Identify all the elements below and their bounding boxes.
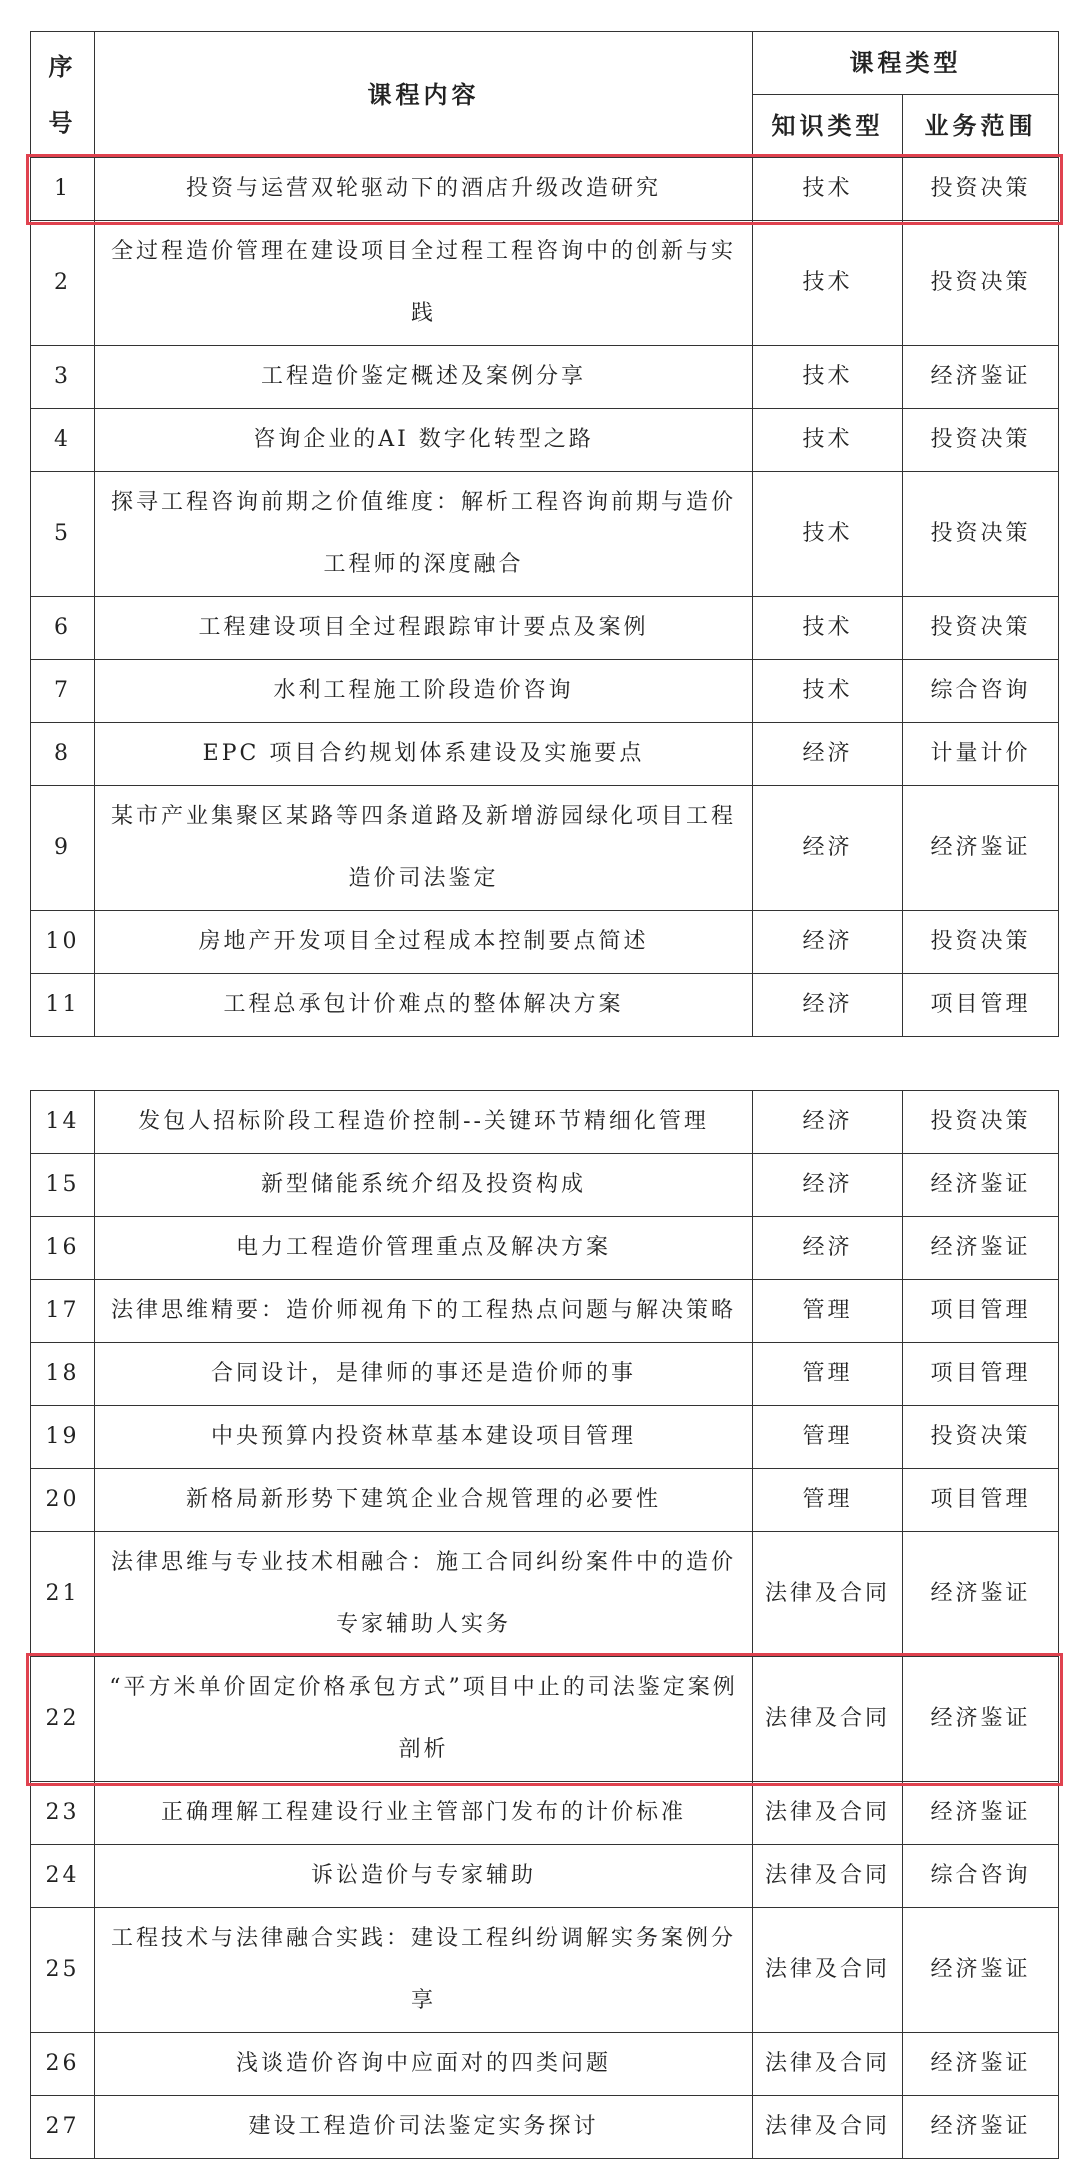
- row-seq: 11: [31, 974, 95, 1037]
- row-seq: 14: [31, 1091, 95, 1154]
- row-business-scope: 经济鉴证: [903, 786, 1059, 911]
- header-content: 课程内容: [95, 32, 753, 158]
- row-seq: 20: [31, 1469, 95, 1532]
- row-seq: 1: [31, 158, 95, 221]
- row-seq: 23: [31, 1782, 95, 1845]
- row-knowledge-type: 经济: [753, 786, 903, 911]
- row-content: 工程建设项目全过程跟踪审计要点及案例: [95, 597, 753, 660]
- table-row: [31, 974, 1059, 1037]
- page-break-gap: [0, 1052, 1080, 1090]
- row-content: 诉讼造价与专家辅助: [95, 1845, 753, 1908]
- row-seq: 18: [31, 1343, 95, 1406]
- row-business-scope: 经济鉴证: [903, 346, 1059, 409]
- row-knowledge-type: 经济: [753, 723, 903, 786]
- table-row: [31, 1280, 1059, 1343]
- course-table-bottom: [30, 1090, 1059, 2159]
- table-row: [31, 1154, 1059, 1217]
- row-seq: 15: [31, 1154, 95, 1217]
- row-knowledge-type: 经济: [753, 1091, 903, 1154]
- row-knowledge-type: 技术: [753, 158, 903, 221]
- row-seq: 9: [31, 786, 95, 911]
- row-content: 工程总承包计价难点的整体解决方案: [95, 974, 753, 1037]
- row-content: 中央预算内投资林草基本建设项目管理: [95, 1406, 753, 1469]
- row-content: EPC 项目合约规划体系建设及实施要点: [95, 723, 753, 786]
- row-knowledge-type: 管理: [753, 1343, 903, 1406]
- row-content: 房地产开发项目全过程成本控制要点简述: [95, 911, 753, 974]
- row-knowledge-type: 法律及合同: [753, 1532, 903, 1657]
- row-content: 水利工程施工阶段造价咨询: [95, 660, 753, 723]
- table-row: [31, 2033, 1059, 2096]
- row-content: 正确理解工程建设行业主管部门发布的计价标准: [95, 1782, 753, 1845]
- table-row: [31, 1908, 1059, 2033]
- row-business-scope: 投资决策: [903, 1091, 1059, 1154]
- row-content: 全过程造价管理在建设项目全过程工程咨询中的创新与实践: [95, 221, 753, 346]
- row-knowledge-type: 管理: [753, 1406, 903, 1469]
- row-seq: 21: [31, 1532, 95, 1657]
- row-knowledge-type: 技术: [753, 660, 903, 723]
- row-business-scope: 投资决策: [903, 911, 1059, 974]
- row-business-scope: 经济鉴证: [903, 1782, 1059, 1845]
- row-content: 某市产业集聚区某路等四条道路及新增游园绿化项目工程造价司法鉴定: [95, 786, 753, 911]
- row-seq: 3: [31, 346, 95, 409]
- table-row: [31, 1845, 1059, 1908]
- table-row: [31, 1406, 1059, 1469]
- row-business-scope: 项目管理: [903, 974, 1059, 1037]
- row-content: 咨询企业的AI 数字化转型之路: [95, 409, 753, 472]
- row-knowledge-type: 技术: [753, 409, 903, 472]
- row-seq: 5: [31, 472, 95, 597]
- row-content: 电力工程造价管理重点及解决方案: [95, 1217, 753, 1280]
- row-seq: 25: [31, 1908, 95, 2033]
- row-business-scope: 经济鉴证: [903, 1154, 1059, 1217]
- header-business-scope: 业务范围: [903, 95, 1059, 158]
- row-knowledge-type: 技术: [753, 597, 903, 660]
- row-knowledge-type: 法律及合同: [753, 2096, 903, 2159]
- table-row: [31, 1343, 1059, 1406]
- row-seq: 24: [31, 1845, 95, 1908]
- header-seq: [31, 32, 95, 158]
- row-knowledge-type: 技术: [753, 346, 903, 409]
- header-course-type: 课程类型: [753, 32, 1059, 95]
- table-body-top: [31, 158, 1059, 1037]
- row-business-scope: 综合咨询: [903, 660, 1059, 723]
- table-row: [31, 2096, 1059, 2159]
- table-row: [31, 911, 1059, 974]
- row-knowledge-type: 法律及合同: [753, 1845, 903, 1908]
- row-seq: 17: [31, 1280, 95, 1343]
- table-row: [31, 158, 1059, 221]
- row-knowledge-type: 技术: [753, 221, 903, 346]
- row-content: “平方米单价固定价格承包方式”项目中止的司法鉴定案例剖析: [95, 1657, 753, 1782]
- row-knowledge-type: 法律及合同: [753, 1657, 903, 1782]
- row-content: 工程技术与法律融合实践：建设工程纠纷调解实务案例分享: [95, 1908, 753, 2033]
- table-row: [31, 786, 1059, 911]
- row-seq: 4: [31, 409, 95, 472]
- row-content: 探寻工程咨询前期之价值维度：解析工程咨询前期与造价工程师的深度融合: [95, 472, 753, 597]
- header-knowledge-type: 知识类型: [753, 95, 903, 158]
- row-content: 新格局新形势下建筑企业合规管理的必要性: [95, 1469, 753, 1532]
- table-row: [31, 346, 1059, 409]
- row-business-scope: 经济鉴证: [903, 2033, 1059, 2096]
- row-content: 投资与运营双轮驱动下的酒店升级改造研究: [95, 158, 753, 221]
- row-business-scope: 投资决策: [903, 221, 1059, 346]
- row-seq: 2: [31, 221, 95, 346]
- row-business-scope: 计量计价: [903, 723, 1059, 786]
- row-business-scope: 项目管理: [903, 1343, 1059, 1406]
- table-row: [31, 221, 1059, 346]
- row-business-scope: 综合咨询: [903, 1845, 1059, 1908]
- row-knowledge-type: 管理: [753, 1280, 903, 1343]
- row-business-scope: 经济鉴证: [903, 1908, 1059, 2033]
- row-content: 浅谈造价咨询中应面对的四类问题: [95, 2033, 753, 2096]
- row-content: 发包人招标阶段工程造价控制--关键环节精细化管理: [95, 1091, 753, 1154]
- row-knowledge-type: 法律及合同: [753, 1782, 903, 1845]
- row-business-scope: 投资决策: [903, 597, 1059, 660]
- row-seq: 8: [31, 723, 95, 786]
- table-row: [31, 660, 1059, 723]
- row-seq: 6: [31, 597, 95, 660]
- row-content: 法律思维与专业技术相融合：施工合同纠纷案件中的造价专家辅助人实务: [95, 1532, 753, 1657]
- row-business-scope: 项目管理: [903, 1280, 1059, 1343]
- row-seq: 27: [31, 2096, 95, 2159]
- table-body-bottom: [31, 1091, 1059, 2159]
- header-seq-bottom: 号: [48, 107, 77, 137]
- row-business-scope: 项目管理: [903, 1469, 1059, 1532]
- row-content: 法律思维精要：造价师视角下的工程热点问题与解决策略: [95, 1280, 753, 1343]
- row-business-scope: 投资决策: [903, 1406, 1059, 1469]
- row-business-scope: 投资决策: [903, 158, 1059, 221]
- row-seq: 19: [31, 1406, 95, 1469]
- row-content: 新型储能系统介绍及投资构成: [95, 1154, 753, 1217]
- row-business-scope: 经济鉴证: [903, 1657, 1059, 1782]
- row-knowledge-type: 法律及合同: [753, 1908, 903, 2033]
- table-row: [31, 1532, 1059, 1657]
- row-seq: 26: [31, 2033, 95, 2096]
- table-row: [31, 723, 1059, 786]
- table-row: [31, 1657, 1059, 1782]
- row-knowledge-type: 经济: [753, 1154, 903, 1217]
- row-content: 工程造价鉴定概述及案例分享: [95, 346, 753, 409]
- row-seq: 16: [31, 1217, 95, 1280]
- course-table-top: [30, 31, 1059, 1037]
- row-business-scope: 经济鉴证: [903, 1217, 1059, 1280]
- row-business-scope: 经济鉴证: [903, 1532, 1059, 1657]
- row-knowledge-type: 技术: [753, 472, 903, 597]
- table-row: [31, 472, 1059, 597]
- table-row: [31, 1217, 1059, 1280]
- table-row: [31, 1091, 1059, 1154]
- row-content: 合同设计，是律师的事还是造价师的事: [95, 1343, 753, 1406]
- row-knowledge-type: 经济: [753, 1217, 903, 1280]
- row-knowledge-type: 法律及合同: [753, 2033, 903, 2096]
- table-row: [31, 597, 1059, 660]
- header-seq-top: 序: [48, 51, 77, 81]
- row-knowledge-type: 经济: [753, 911, 903, 974]
- row-business-scope: 经济鉴证: [903, 2096, 1059, 2159]
- row-knowledge-type: 经济: [753, 974, 903, 1037]
- table-row: [31, 409, 1059, 472]
- table-row: [31, 1782, 1059, 1845]
- row-seq: 10: [31, 911, 95, 974]
- row-knowledge-type: 管理: [753, 1469, 903, 1532]
- row-business-scope: 投资决策: [903, 472, 1059, 597]
- row-content: 建设工程造价司法鉴定实务探讨: [95, 2096, 753, 2159]
- row-seq: 7: [31, 660, 95, 723]
- row-seq: 22: [31, 1657, 95, 1782]
- row-business-scope: 投资决策: [903, 409, 1059, 472]
- table-row: [31, 1469, 1059, 1532]
